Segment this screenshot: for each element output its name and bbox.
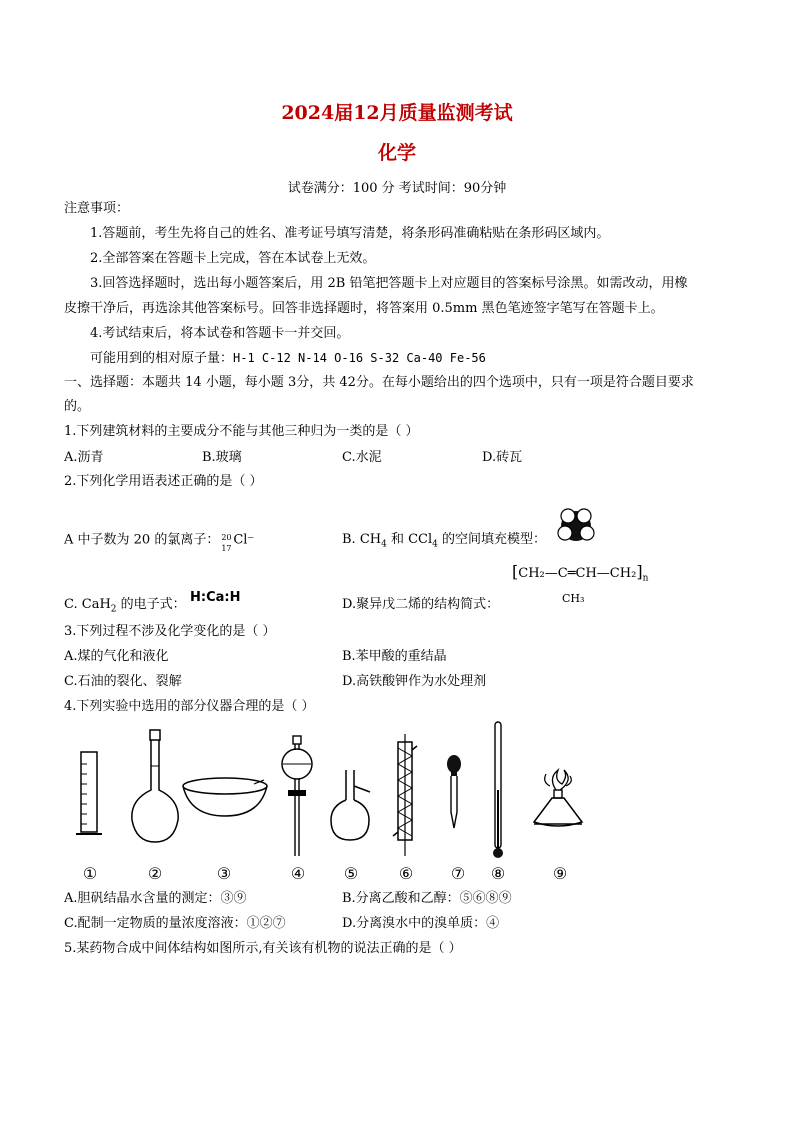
- question-2-stem: 2.下列化学用语表述正确的是（ ）: [64, 474, 263, 489]
- q3-option-a: A.煤的气化和液化: [64, 649, 169, 664]
- bracket-right: ]: [636, 562, 643, 581]
- distillation-flask-icon: [328, 768, 374, 844]
- q2-option-a: [64, 531, 255, 553]
- apparatus-label-6: ⑥: [398, 864, 414, 883]
- polymer-chain: CH₂—C═CH—CH₂: [518, 566, 637, 581]
- note-item: 皮擦干净后，再选涂其他答案标号。回答非选择题时，将答案用 0.5mm 黑色笔迹签字笔写在答题卡上。: [64, 301, 664, 316]
- chloride-symbol: Cl⁻: [233, 532, 255, 548]
- q4-option-d: D.分离溴水中的溴单质：④: [342, 916, 500, 931]
- polymer-n: n: [642, 573, 649, 584]
- electron-formula: H:Ca:H: [190, 590, 241, 605]
- note-item: 2.全部答案在答题卡上完成，答在本试卷上无效。: [90, 251, 376, 266]
- methyl-branch: CH₃: [562, 592, 585, 605]
- q2-b-text: 和 CCl: [386, 532, 433, 547]
- q4-option-c: C.配制一定物质的量浓度溶液：①②⑦: [64, 916, 286, 931]
- apparatus-label-9: ⑨: [552, 864, 568, 883]
- question-5-stem: 5.某药物合成中间体结构如图所示,有关该有机物的说法正确的是（ ）: [64, 941, 462, 956]
- q2-option-b: [342, 531, 546, 554]
- apparatus-label-1: ①: [82, 864, 98, 883]
- chloride-isotope: [219, 531, 233, 553]
- alcohol-lamp-icon: [528, 768, 588, 832]
- q1-option-c: C.水泥: [342, 450, 382, 465]
- q3-option-c: C.石油的裂化、裂解: [64, 674, 182, 689]
- q4-option-b: B.分离乙酸和乙醇：⑤⑥⑧⑨: [342, 891, 512, 906]
- q3-option-d: D.高铁酸钾作为水处理剂: [342, 674, 487, 689]
- volumetric-flask-icon: [126, 728, 184, 846]
- subscript: 2: [110, 604, 117, 615]
- condenser-icon: [392, 732, 418, 858]
- graduated-cylinder-icon: [74, 750, 104, 840]
- subscript: 4: [381, 539, 387, 550]
- dropper-icon: [444, 754, 464, 832]
- evaporating-dish-icon: [180, 774, 270, 820]
- separatory-funnel-icon: [280, 734, 314, 860]
- q2-option-d: D.聚异戊二烯的结构简式：: [342, 597, 500, 612]
- apparatus-label-3: ③: [216, 864, 232, 883]
- apparatus-label-4: ④: [290, 864, 306, 883]
- q1-option-d: D.砖瓦: [482, 450, 523, 465]
- atomic-number: 17: [221, 544, 232, 553]
- q1-option-a: A.沥青: [64, 450, 104, 465]
- notes-heading: 注意事项：: [64, 201, 130, 216]
- exam-title: 2024届12月质量监测考试: [281, 102, 513, 124]
- q1-option-b: B.玻璃: [202, 450, 242, 465]
- question-1-stem: 1.下列建筑材料的主要成分不能与其他三种归为一类的是（ ）: [64, 424, 419, 439]
- thermometer-icon: [488, 720, 508, 862]
- bracket-left: [: [512, 562, 519, 581]
- apparatus-label-7: ⑦: [450, 864, 466, 883]
- q4-option-a: A.胆矾结晶水含量的测定：③⑨: [64, 891, 247, 906]
- q2-b-text: B. CH: [342, 532, 382, 547]
- exam-meta: 试卷满分：100 分 考试时间：90分钟: [287, 181, 507, 196]
- note-item: 1.答题前，考生先将自己的姓名、准考证号填写清楚，将条形码准确粘贴在条形码区域内。: [90, 226, 610, 241]
- apparatus-label-5: ⑤: [343, 864, 359, 883]
- space-filling-model-icon: [556, 508, 596, 546]
- atomic-masses: [90, 349, 486, 368]
- question-4-stem: 4.下列实验中选用的部分仪器合理的是（ ）: [64, 699, 315, 714]
- subscript: 4: [432, 539, 438, 550]
- subject-title: 化学: [377, 142, 416, 164]
- mass-number: 20: [221, 533, 232, 542]
- note-item: 4.考试结束后，将本试卷和答题卡一并交回。: [90, 326, 350, 341]
- q2-b-text: 的空间填充模型：: [437, 532, 547, 547]
- q2-option-c: [64, 596, 186, 619]
- section-1-intro: 一、选择题：本题共 14 小题，每小题 3分，共 42分。在每小题给出的四个选项中，只有一项是符合题目要求: [64, 375, 694, 390]
- apparatus-label-2: ②: [147, 864, 163, 883]
- q2-a-text: A 中子数为 20 的氯离子：: [64, 532, 220, 548]
- section-1-intro-cont: 的。: [64, 399, 91, 414]
- question-3-stem: 3.下列过程不涉及化学变化的是（ ）: [64, 624, 276, 639]
- note-item: 3.回答选择题时，选出每小题答案后，用 2B 铅笔把答题卡上对应题目的答案标号涂黑。如需改动，用橡: [90, 276, 688, 291]
- q2-c-text: 的电子式：: [116, 597, 186, 612]
- q2-c-text: C. CaH: [64, 597, 111, 612]
- q3-option-b: B.苯甲酸的重结晶: [342, 649, 447, 664]
- atomic-masses-values: H-1 C-12 N-14 O-16 S-32 Ca-40 Fe-56: [233, 351, 486, 365]
- polyisoprene-formula: [512, 563, 648, 588]
- apparatus-label-8: ⑧: [490, 864, 506, 883]
- atomic-masses-label: 可能用到的相对原子量：: [90, 351, 234, 366]
